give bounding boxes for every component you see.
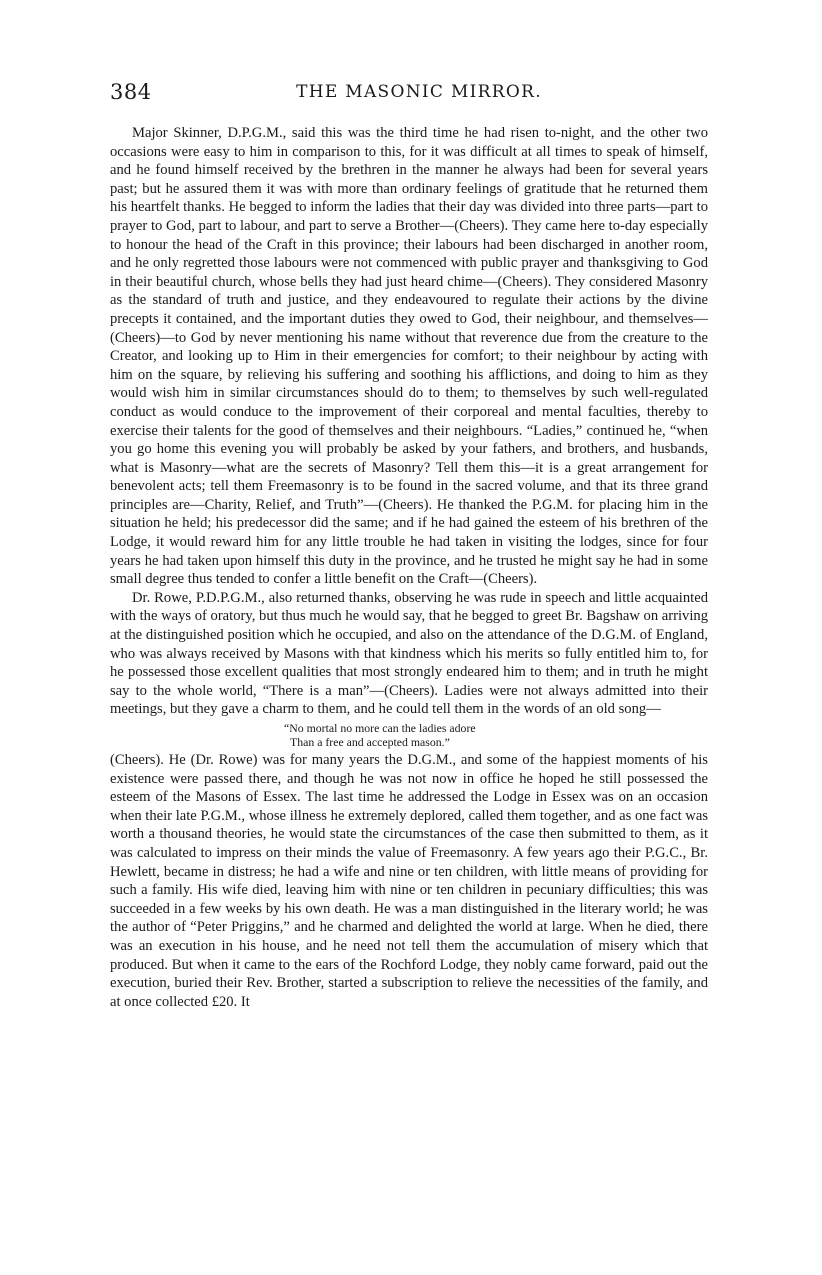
page (110, 80, 708, 1011)
page-number: 384 (110, 80, 152, 104)
verse-quotation (110, 721, 708, 749)
running-head (110, 80, 708, 108)
paragraph-major-skinner: Major Skinner, D.P.G.M., said this was the third time he had risen to-night, and the other two occasions were easy to him in comparison to this, for it was difficult at all times to speak of himself, and he found himself received by the brethren in the manner he always had been for several years past; but he assured them it was with more than ordinary feelings of gratitude that he returned them his heartfelt thanks. He begged to inform the ladies that their day was divided into three parts—part to prayer to God, part to labour, and part to serve a Brother—(Cheers). They came here to-day especially to honour the head of the Craft in this province; their labours had been discharged in another room, and he only regretted those labours were not commenced with public prayer and thanksgiving to God in their beautiful church, whose bells they had just heard chime—(Cheers). They considered Masonry as the standard of truth and justice, and they endeavoured to regulate their actions by the divine precepts it contained, and the important duties they owed to God, their neighbour, and themselves—(Cheers)—to God by never mentioning his name without that reverence due from the creature to the Creator, and looking up to Him in their emergencies for comfort; to their neighbour by acting with him on the square, by relieving his suffering and soothing his afflictions, and doing to him as they would wish him in similar circumstances should do to them; to themselves by such well-regulated conduct as would conduce to the improvement of their corporeal and mental faculties, thereby to exercise their talents for the good of themselves and their neighbours. “Ladies,” continued he, “when you go home this evening you will probably be asked by your fathers, and brothers, and husbands, what is Masonry—what are the secrets of Masonry? Tell them this—it is a great arrangement for benevolent acts; tell them Freemasonry is to be found in the sacred volume, and that its three grand principles are—Charity, Relief, and Truth”—(Cheers). He thanked the P.G.M. for placing him in the situation he held; his predecessor did the same; and if he had gained the esteem of his brethren of the Lodge, it would reward him for any little trouble he had taken in visiting the lodges, since for four years he had taken upon himself this duty in the province, and he trusted he might say he had in some small degree thus tended to confer a little benefit on the Craft—(Cheers). (110, 125, 708, 588)
paragraph-dr-rowe: Dr. Rowe, P.D.P.G.M., also returned thanks, observing he was rude in speech and little acquainted with the ways of oratory, but thus much he would say, that he begged to greet Br. Bagshaw on arriving at the distinguished position which he occupied, and also on the attendance of the D.G.M. of England, who was always received by Masons with that kindness which his merits so fully entitled him to, for he possessed those excellent qualities that most strongly endeared him to them; and in truth he might say to the whole world, “There is a man”—(Cheers). Ladies were not always admitted into their meetings, but they gave a charm to them, and he could tell them in the words of an old song— (110, 589, 708, 718)
verse-line-1: “No mortal no more can the ladies adore (284, 721, 476, 735)
paragraph-continuation: (Cheers). He (Dr. Rowe) was for many years the D.G.M., and some of the happiest moments of his existence were passed there, and though he was not now in office he hoped he still possessed the esteem of the Masons of Essex. The last time he addressed the Lodge in Essex was on an occasion when their late P.G.M., whose illness he extremely deplored, called them together, and as one fact was worth a thousand theories, he would state the circumstances of the case then submitted to them, as it was calculated to impress on their minds the value of Freemasonry. A few years ago their P.G.C., Br. Hewlett, became in distress; he had a wife and nine or ten children, with little means of providing for such a family. His wife died, leaving him with nine or ten children in pecuniary difficulties; this was succeeded in a few weeks by his own death. He was a man distinguished in the literary world; he was the author of “Peter Priggins,” and he charmed and delighted the world at large. When he died, there was an execution in his house, and he need not tell them the accumulation of misery which that produced. But when it came to the ears of the Rochford Lodge, they nobly came forward, paid out the execution, buried their Rev. Brother, started a subscription to relieve the necessities of the family, and at once collected £20. It (110, 752, 708, 1010)
verse-line-2: Than a free and accepted mason.” (290, 735, 450, 749)
running-title: THE MASONIC MIRROR. (296, 82, 542, 102)
